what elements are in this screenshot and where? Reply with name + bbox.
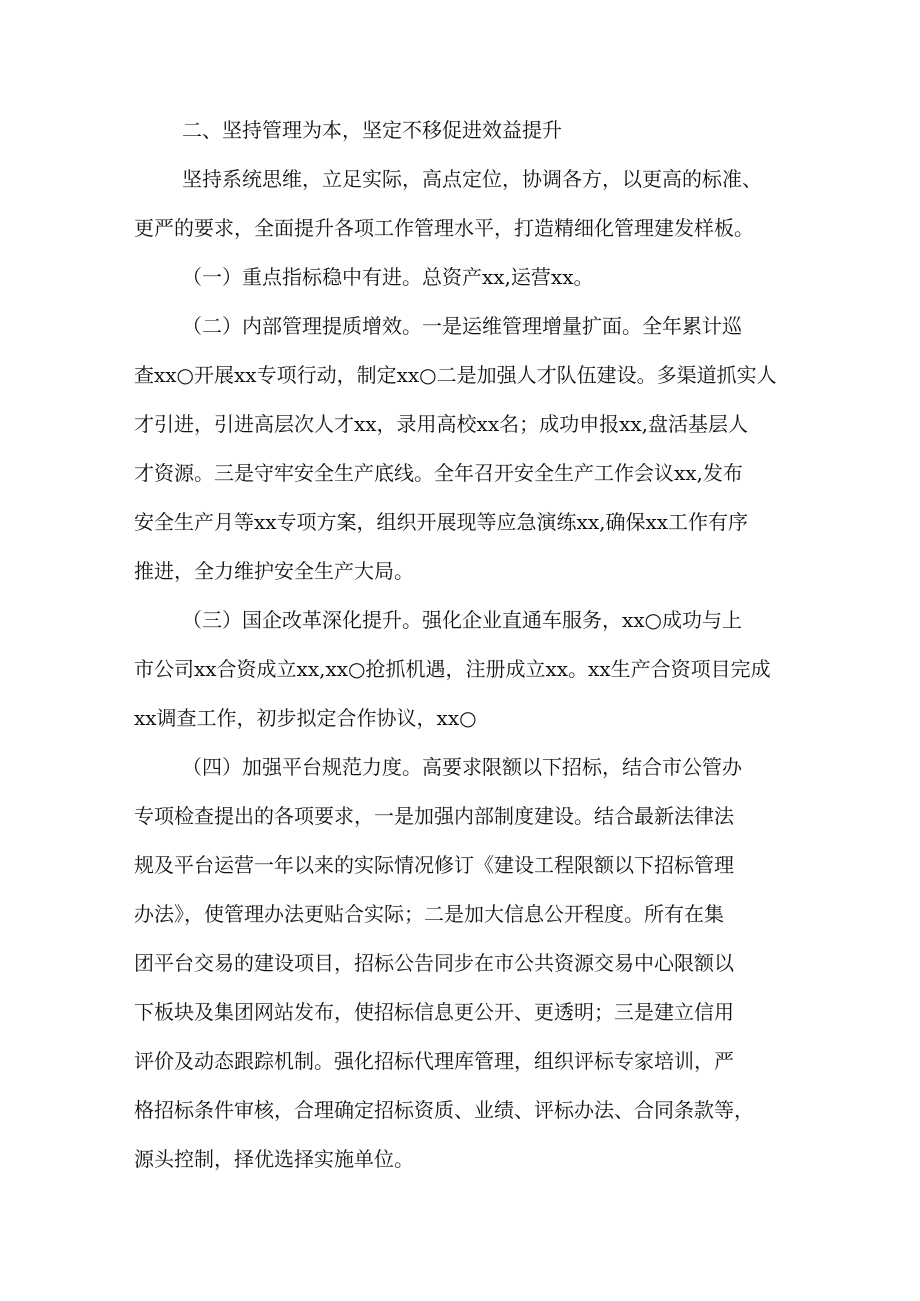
p1-line-1: （一）重点指标稳中有进。总资产xx,运营xx。: [182, 265, 594, 289]
p4-line-5: 团平台交易的建设项目，招标公告同步在市公共资源交易中心限额以: [134, 951, 734, 975]
intro-line-2: 更严的要求，全面提升各项工作管理水平，打造精细化管理建发样板。: [134, 216, 754, 240]
intro-line-1: 坚持系统思维，立足实际，高点定位，协调各方，以更高的标准、: [182, 167, 762, 191]
p4-line-9: 源头控制，择优选择实施单位。: [134, 1147, 414, 1171]
p2-line-4: 才资源。三是守牢安全生产底线。全年召开安全生产工作会议xx,发布: [134, 461, 743, 485]
p4-line-4: 办法》，使管理办法更贴合实际；二是加大信息公开程度。所有在集: [134, 902, 724, 926]
p3-line-1: （三）国企改革深化提升。强化企业直通车服务，xx○成功与上: [182, 608, 743, 632]
p2-line-2: 查xx○开展xx专项行动，制定xx○二是加强人才队伍建设。多渠道抓实人: [134, 363, 777, 387]
p4-line-1: （四）加强平台规范力度。高要求限额以下招标，结合市公管办: [182, 755, 742, 779]
p2-line-1: （二）内部管理提质增效。一是运维管理增量扩面。全年累计巡: [182, 314, 742, 338]
p2-line-6: 推进，全力维护安全生产大局。: [134, 559, 414, 583]
p2-line-5: 安全生产月等xx专项方案，组织开展现等应急演练xx,确保xx工作有序: [134, 510, 749, 534]
p4-line-2: 专项检查提出的各项要求，一是加强内部制度建设。结合最新法律法: [134, 804, 734, 828]
p4-line-6: 下板块及集团网站发布，使招标信息更公开、更透明；三是建立信用: [134, 1000, 734, 1024]
p4-line-3: 规及平台运营一年以来的实际情况修订《建设工程限额以下招标管理: [134, 853, 734, 877]
p3-line-2: 市公司xx合资成立xx,xx○抢抓机遇，注册成立xx。xx生产合资项目完成: [134, 657, 771, 681]
p2-line-3: 才引进，引进高层次人才xx，录用高校xx名；成功申报xx,盘活基层人: [134, 412, 749, 436]
p4-line-7: 评价及动态跟踪机制。强化招标代理库管理，组织评标专家培训，严: [134, 1049, 734, 1073]
p4-line-8: 格招标条件审核，合理确定招标资质、业绩、评标办法、合同条款等，: [134, 1098, 754, 1122]
section-heading: 二、坚持管理为本，坚定不移促进效益提升: [182, 118, 562, 142]
p3-line-3: xx调查工作，初步拟定合作协议，xx○: [134, 706, 477, 730]
